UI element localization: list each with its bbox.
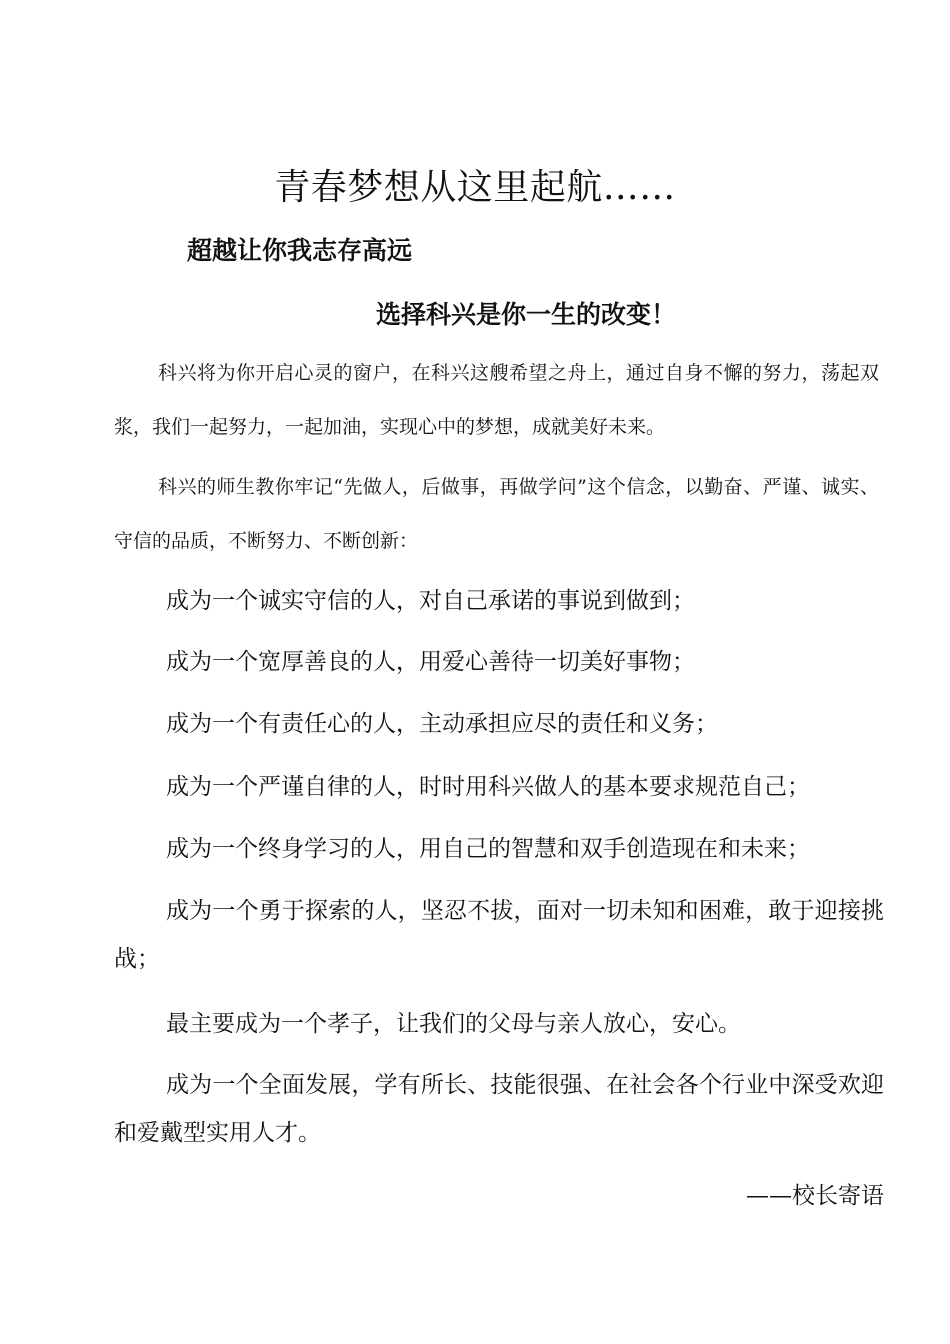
goal-item-disciplined: 成为一个严谨自律的人，时时用科兴做人的基本要求规范自己； [166,774,810,800]
goal-item-kind: 成为一个宽厚善良的人，用爱心善待一切美好事物； [166,649,695,675]
goal-item-explorer: 成为一个勇于探索的人，坚忍不拔，面对一切未知和困难，敢于迎接挑战； [114,898,884,972]
goal-item-filial: 最主要成为一个孝子，让我们的父母与亲人放心，安心。 [166,1011,741,1037]
goal-item-lifelong-learner: 成为一个终身学习的人，用自己的智慧和双手创造现在和未来； [166,836,810,862]
subtitle-second: 选择科兴是你一生的改变！ [376,300,677,329]
goal-item-all-round: 成为一个全面发展，学有所长、技能很强、在社会各个行业中深受欢迎和爱戴型实用人才。 [114,1072,884,1146]
goal-item-honest: 成为一个诚实守信的人，对自己承诺的事说到做到； [166,588,695,614]
goal-item-responsible: 成为一个有责任心的人，主动承担应尽的责任和义务； [166,711,718,737]
signature: ——校长寄语 [746,1183,884,1209]
subtitle-first: 超越让你我志存高远 [187,236,413,265]
belief-paragraph: 科兴的师生教你牢记“先做人，后做事，再做学问”这个信念，以勤奋、严谨、诚实、守信的品质，不断努力、不断创新： [114,476,879,552]
intro-paragraph: 科兴将为你开启心灵的窗户，在科兴这艘希望之舟上，通过自身不懈的努力，荡起双浆，我们一起努力，一起加油，实现心中的梦想，成就美好未来。 [114,362,879,438]
page-title: 青春梦想从这里起航…… [274,167,676,209]
